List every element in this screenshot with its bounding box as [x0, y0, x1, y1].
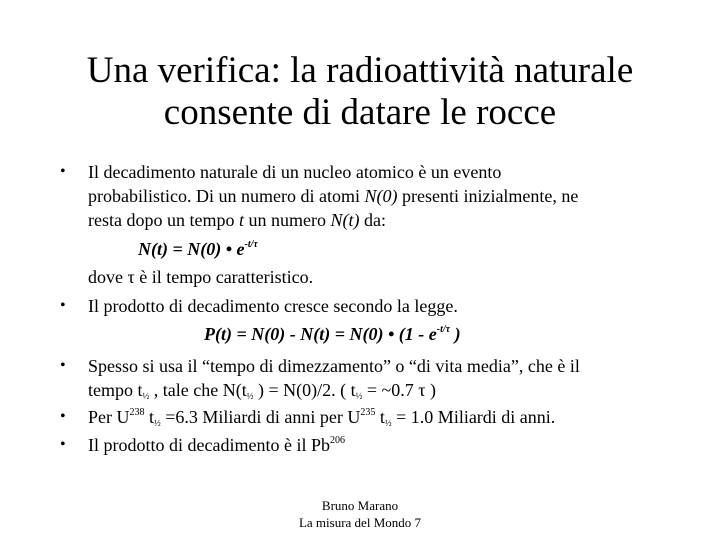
bullet-1-line-5: dove τ è il tempo caratteristico. — [88, 267, 314, 287]
slide-footer — [0, 497, 720, 531]
bullet-3-line-1: Spesso si usa il “tempo di dimezzamento” o “di vita media”, che è il — [88, 356, 580, 376]
footer-course: La misura del Mondo 7 — [298, 515, 422, 530]
bullet-4-marker: • — [60, 408, 66, 425]
title-line-2: consente di datare le rocce — [163, 92, 557, 133]
bullet-1-line-1: Il decadimento naturale di un nucleo atomico è un evento — [88, 162, 502, 182]
bullet-5-marker: • — [60, 436, 66, 453]
bullet-2-marker: • — [60, 297, 66, 314]
bullet-1-line-3: resta dopo un tempo t un numero N(t) da: — [88, 210, 386, 230]
bullet-4-line-1: Per $U^{238}$ $t_{\frac{1}{2}} =6.3$ Miliardi di anni per $U^{235}$ $t_{\frac{1}{2}} = 1.0$ Miliardi di anni. — [88, 407, 556, 428]
bullet-2-line-1: Il prodotto di decadimento cresce secondo la legge. — [88, 296, 458, 316]
product-formula: P(t) = N(0) - N(t) = N(0) • ($1 - e^{-t/\tau}$ ) — [204, 324, 461, 344]
bullet-1-line-2: probabilistico. Di un numero di atomi N(0) presenti inizialmente, ne — [88, 186, 579, 206]
footer-author: Bruno Marano — [321, 498, 399, 513]
bullet-3-marker: • — [60, 357, 66, 374]
decay-formula: N(t) = N(0) • $e^{-t/\tau}$ — [138, 239, 258, 259]
bullet-1-marker: • — [60, 163, 66, 180]
bullet-5-line-1: Il prodotto di decadimento è il Pb$^{206}$ — [88, 435, 345, 455]
slide-title — [0, 50, 720, 134]
bullet-3-line-2: tempo $t_{\frac{1}{2}}$ , tale che $N(t_{\frac{1}{2}}$ ) = N(0)/2. ( $t_{\frac{1}{2}}$ = ~0.7 τ ) — [88, 380, 436, 401]
title-line-1: Una verifica: la radioattività naturale — [86, 50, 634, 91]
